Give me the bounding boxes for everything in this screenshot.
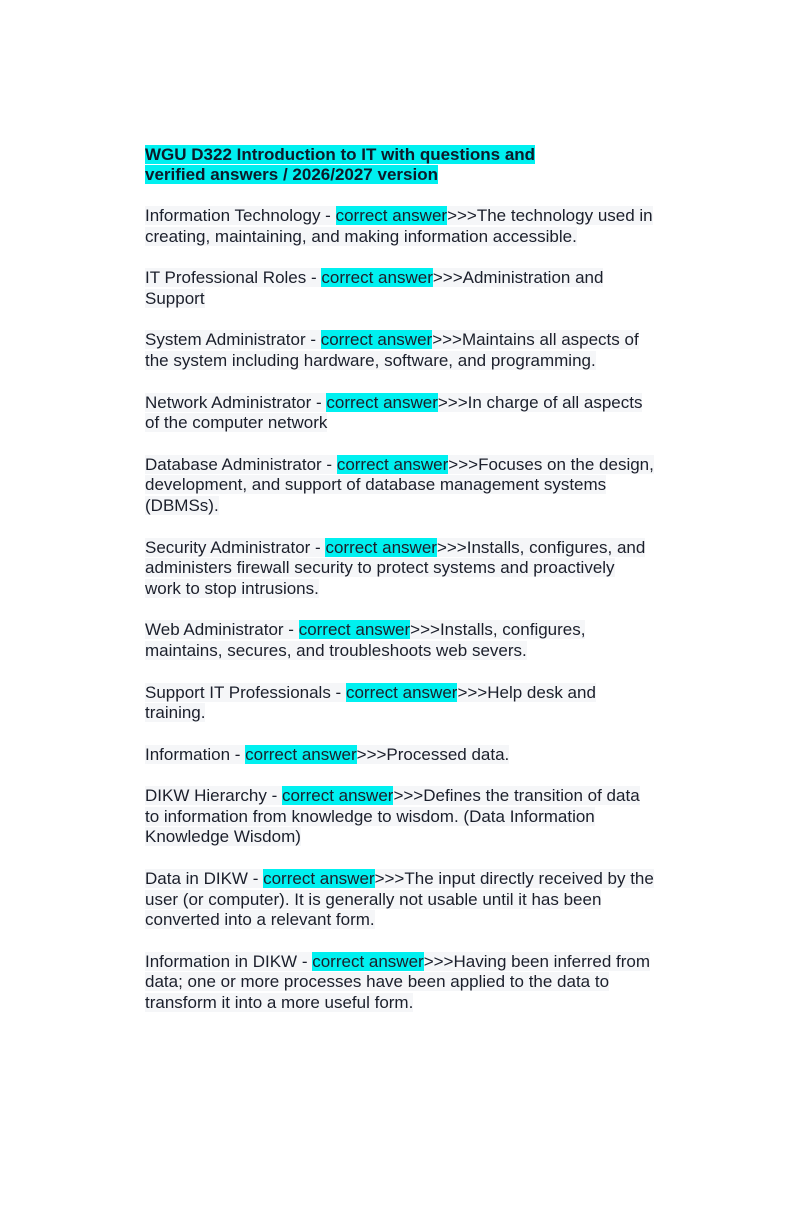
- entry-term: Security Administrator -: [145, 537, 326, 557]
- entry-definition: >>>In charge of all aspects of the computer network: [145, 392, 643, 433]
- entry-term: Network Administrator -: [145, 392, 327, 412]
- answer-highlight: correct answer: [320, 330, 433, 350]
- qa-entry: [145, 455, 655, 517]
- entry-term: Database Administrator -: [145, 454, 337, 474]
- entry-term: Support IT Professionals -: [145, 682, 346, 702]
- entry-definition: >>>Focuses on the design, development, and support of database management systems (DBMSs).: [145, 454, 654, 515]
- answer-highlight: correct answer: [263, 869, 375, 889]
- qa-entry: [145, 786, 655, 848]
- answer-highlight: correct answer: [321, 268, 433, 288]
- qa-entry: [145, 206, 655, 247]
- entry-definition: >>>Having been inferred from data; one or more processes have been applied to the data to transform it into a more useful form.: [145, 951, 651, 1013]
- entry-term: IT Professional Roles -: [145, 268, 322, 288]
- qa-entry: [145, 745, 655, 766]
- entry-definition: >>>The technology used in creating, maintaining, and making information accessible.: [145, 206, 653, 246]
- answer-highlight: correct answer: [298, 620, 411, 640]
- document-title: [145, 145, 565, 185]
- answer-highlight: correct answer: [312, 951, 424, 971]
- qa-entry: [145, 952, 655, 1014]
- entry-definition: >>>Processed data.: [356, 744, 510, 764]
- entry-definition: >>>Maintains all aspects of the system including hardware, software, and programming.: [145, 330, 639, 370]
- qa-entry: [145, 620, 655, 661]
- answer-highlight: correct answer: [325, 537, 437, 557]
- qa-entry: [145, 393, 655, 434]
- entry-term: Data in DIKW -: [145, 869, 264, 889]
- answer-highlight: correct answer: [326, 392, 438, 412]
- entry-definition: >>>Administration and Support: [145, 268, 604, 308]
- entry-term: Information -: [145, 744, 246, 764]
- entry-definition: >>>Help desk and training.: [145, 682, 596, 723]
- qa-entry: [145, 538, 655, 600]
- entry-term: DIKW Hierarchy -: [145, 786, 282, 806]
- answer-highlight: correct answer: [345, 682, 458, 702]
- entry-definition: >>>The input directly received by the user (or computer). It is generally not usable until it has been converted into a relevant form.: [145, 869, 654, 930]
- qa-entry: [145, 683, 655, 724]
- entry-definition: >>>Defines the transition of data to information from knowledge to wisdom. (Data Information Knowledge Wisdom): [145, 786, 640, 847]
- entry-term: Information in DIKW -: [145, 951, 313, 971]
- answer-highlight: correct answer: [336, 454, 449, 474]
- entry-term: Web Administrator -: [145, 620, 299, 640]
- answer-highlight: correct answer: [281, 786, 394, 806]
- qa-entry: [145, 268, 655, 309]
- document-content: [145, 145, 655, 1035]
- answer-highlight: correct answer: [245, 744, 357, 764]
- answer-highlight: correct answer: [335, 206, 448, 225]
- entry-definition: >>>Installs, configures, and administers firewall security to protect systems and proactively work to stop intrusions.: [145, 537, 646, 598]
- qa-entry: [145, 330, 655, 371]
- entry-term: Information Technology -: [145, 206, 336, 225]
- qa-entry: [145, 869, 655, 931]
- entry-definition: >>>Installs, configures, maintains, secures, and troubleshoots web severs.: [145, 620, 586, 660]
- document-title-text: WGU D322 Introduction to IT with questions and verified answers / 2026/2027 version: [145, 145, 536, 184]
- entry-term: System Administrator -: [145, 330, 321, 350]
